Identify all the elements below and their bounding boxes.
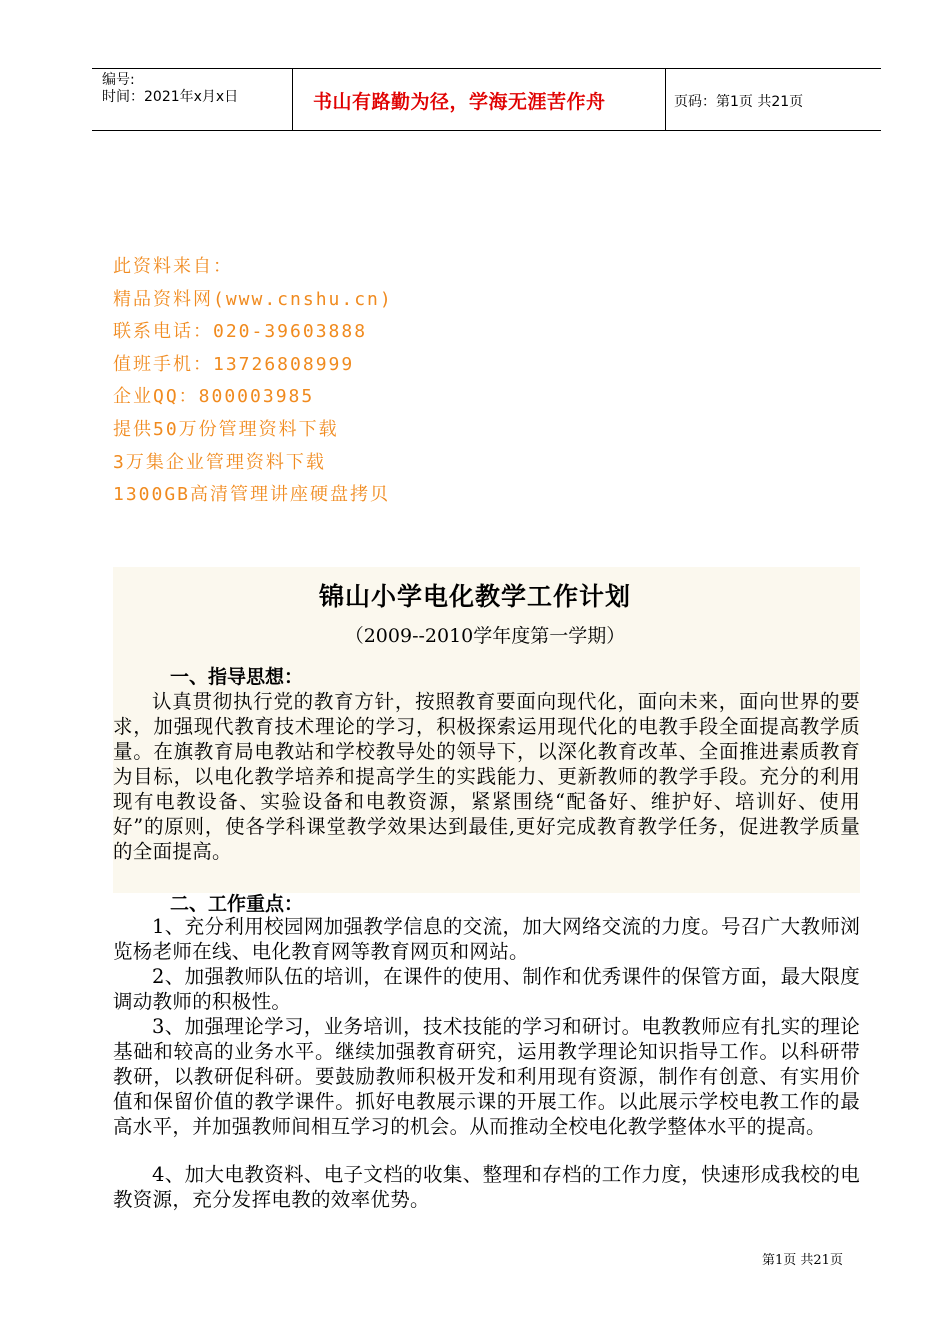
source-info-line: 3万集企业管理资料下载: [113, 451, 326, 473]
header-page-code: 页码：第1页 共21页: [674, 94, 804, 110]
document-subtitle: （2009--2010学年度第一学期）: [344, 625, 626, 647]
document-title: 锦山小学电化教学工作计划: [318, 582, 631, 611]
source-info-line: 企业QQ：800003985: [113, 386, 315, 408]
source-info-line: 此资料来自：: [113, 256, 233, 277]
document-time-label: 时间：2021年x月x日: [102, 89, 239, 105]
header-motto-cell: [293, 69, 666, 130]
page-header: [92, 68, 881, 131]
section-paragraph-guiding-ideology: 认真贯彻执行党的教育方针，按照教育要面向现代化，面向未来，面向世界的要求，加强现代教育技术理论的学习，积极探索运用现代化的电教手段全面提高教学质量。在旗教育局电教站和学校教导处的领导下，以深化教育改革、全面推进素质教育为目标，以电化教学培养和提高学生的实践能力、更新教师的教学手段。充分的利用现有电教设备、实验设备和电教资源，紧紧围绕“配备好、维护好、培训好、使用好”的原则，使各学科课堂教学效果达到最佳,更好完成教育教学任务，促进教学质量的全面提高。: [113, 690, 860, 863]
source-info-line: 联系电话：020-39603888: [113, 321, 368, 343]
work-item-3: 3、加强理论学习，业务培训，技术技能的学习和研讨。电教教师应有扎实的理论基础和较高的业务水平。继续加强教育研究，运用教学理论知识指导工作。以科研带教研，以教研促科研。要鼓励教师积极开发和利用现有资源，制作有创意、有实用价值和保留价值的教学课件。抓好电教展示课的开展工作。以此展示学校电教工作的最高水平，并加强教师间相互学习的机会。从而推动全校电化教学整体水平的提高。: [113, 1015, 860, 1138]
source-info-line: 1300GB高清管理讲座硬盘拷贝: [113, 484, 391, 506]
source-info-line: 值班手机：13726808999: [113, 353, 355, 375]
section-heading-work-focus: 二、工作重点：: [170, 893, 304, 915]
work-item-2: 2、加强教师队伍的培训，在课件的使用、制作和优秀课件的保管方面，最大限度调动教师的积极性。: [113, 965, 860, 1013]
source-info-line: 提供50万份管理资料下载: [113, 418, 339, 440]
header-meta-cell: [92, 69, 293, 130]
header-motto: 书山有路勤为径，学海无涯苦作舟: [313, 91, 606, 113]
work-item-4: 4、加大电教资料、电子文档的收集、整理和存档的工作力度，快速形成我校的电教资源，充分发挥电教的效率优势。: [113, 1163, 860, 1211]
document-number-label: 编号:: [102, 72, 135, 88]
source-info-line: 精品资料网(www.cnshu.cn): [113, 288, 393, 310]
page-footer-number: 第1页 共21页: [762, 1253, 843, 1268]
source-info-block: [113, 252, 393, 513]
section-heading-guiding-ideology: 一、指导思想：: [170, 666, 304, 688]
work-item-1: 1、充分利用校园网加强教学信息的交流，加大网络交流的力度。号召广大教师浏览杨老师在线、电化教育网等教育网页和网站。: [113, 915, 860, 963]
header-page-cell: [666, 69, 881, 130]
